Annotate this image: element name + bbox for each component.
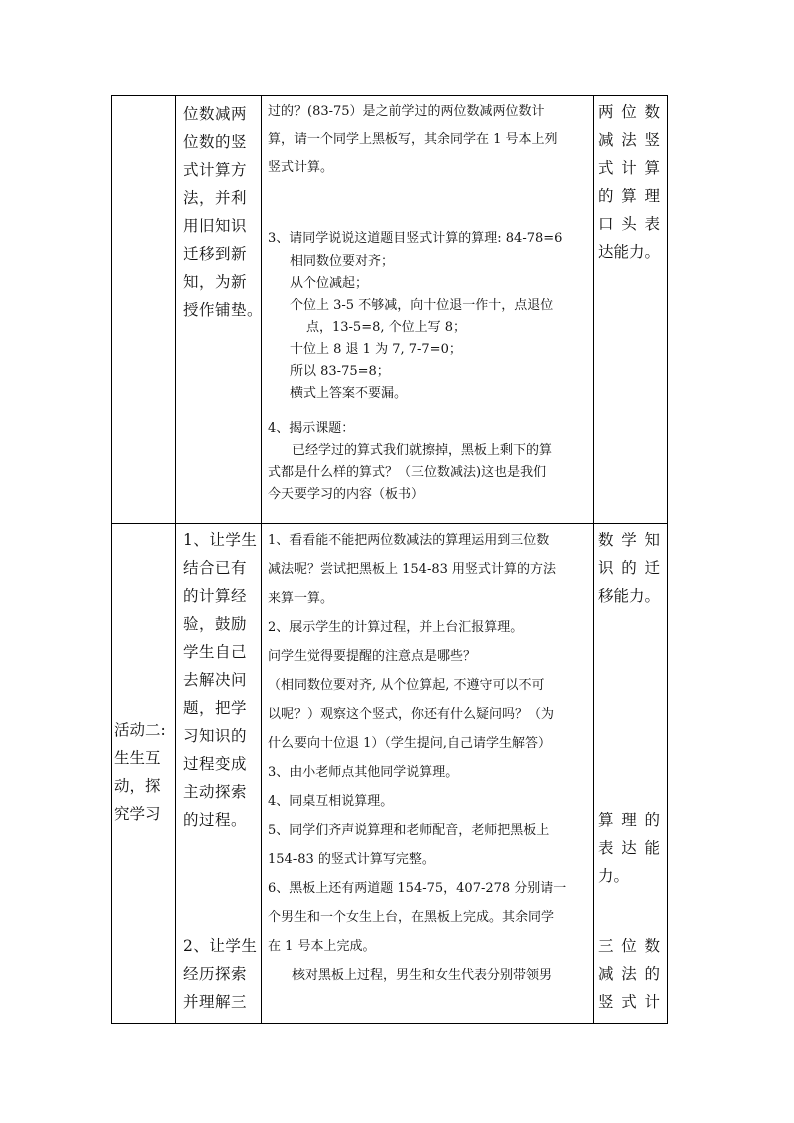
ability-line: 式 计 算 bbox=[598, 159, 660, 177]
activity-line: 究学习 bbox=[114, 805, 161, 823]
ability-line: 竖 式 计 bbox=[598, 993, 660, 1011]
goal-line: 结合已有 bbox=[183, 559, 248, 577]
content-line: 已经学过的算式我们就擦掉，黑板上剩下的算 bbox=[292, 443, 553, 458]
content-line: 5、同学们齐声说算理和老师配音，老师把黑板上 bbox=[268, 823, 550, 838]
content-line: 在 1 号本上完成。 bbox=[268, 939, 376, 954]
row2-goal1-cell bbox=[183, 526, 257, 834]
goal-line: 题，把学 bbox=[183, 699, 248, 717]
row2-activity-cell bbox=[114, 716, 166, 828]
step4-title: 4、揭示课题： bbox=[268, 421, 355, 436]
goal-line: 的过程。 bbox=[183, 811, 248, 829]
ability-line: 两 位 数 bbox=[598, 103, 660, 121]
goal-line: 迁移到新 bbox=[183, 245, 248, 263]
ability-line: 数 学 知 bbox=[598, 531, 660, 549]
content-line: 从个位减起； bbox=[290, 276, 369, 291]
content-line: 式都是什么样的算式？（三位数减法)这也是我们 bbox=[268, 465, 547, 480]
content-line: 4、同桌互相说算理。 bbox=[268, 794, 394, 809]
goal-line: 知，为新 bbox=[183, 273, 248, 291]
content-line: 核对黑板上过程，男生和女生代表分别带领男 bbox=[292, 968, 553, 983]
goal-line: 授作铺垫。 bbox=[183, 301, 264, 319]
goal-line: 法，并利 bbox=[183, 189, 248, 207]
content-line: 点，13-5=8, 个位上写 8； bbox=[306, 320, 467, 335]
content-line: 什么要向十位退 1）（学生提问,自己请学生解答） bbox=[268, 736, 552, 751]
ability-line: 的 算 理 bbox=[598, 187, 660, 205]
content-line: 相同数位要对齐； bbox=[290, 254, 395, 269]
content-line: 问学生觉得要提醒的注意点是哪些？ bbox=[268, 649, 477, 664]
goal-line: 位数的竖 bbox=[183, 133, 248, 151]
ability-line: 减 法 竖 bbox=[598, 131, 660, 149]
content-line: 横式上答案不要漏。 bbox=[290, 386, 408, 401]
content-line: （相同数位要对齐, 从个位算起, 不遵守可以不可 bbox=[268, 678, 545, 693]
ability-line: 达能力。 bbox=[598, 243, 661, 261]
content-line: 154-83 的竖式计算写完整。 bbox=[268, 852, 435, 867]
content-line: 过的？(83-75）是之前学过的两位数减两位数计 bbox=[268, 104, 545, 119]
content-line: 算，请一个同学上黑板写，其余同学在 1 号本上列 bbox=[268, 132, 558, 147]
content-line: 所以 83-75=8； bbox=[290, 364, 390, 379]
goal-line: 经历探索 bbox=[183, 965, 248, 983]
row1-ability-cell bbox=[598, 98, 660, 266]
goal-line: 式计算方 bbox=[183, 161, 248, 179]
goal-line: 习知识的 bbox=[183, 727, 248, 745]
ability-line: 算 理 的 bbox=[598, 811, 660, 829]
goal-line: 去解决问 bbox=[183, 671, 248, 689]
content-line: 今天要学习的内容（板书） bbox=[268, 487, 425, 502]
row-divider bbox=[112, 523, 667, 524]
goal-line: 2、让学生 bbox=[183, 937, 258, 955]
column-divider bbox=[175, 96, 176, 1023]
goal-line: 的计算经 bbox=[183, 587, 248, 605]
activity-line: 生生互 bbox=[114, 749, 161, 767]
goal-line: 主动探索 bbox=[183, 783, 248, 801]
step3-details bbox=[290, 251, 553, 405]
content-line: 1、看看能不能把两位数减法的算理运用到三位数 bbox=[268, 533, 550, 548]
ability-line: 表 达 能 bbox=[598, 839, 660, 857]
activity-line: 动，探 bbox=[114, 777, 161, 795]
row1-content-intro bbox=[268, 98, 558, 182]
row2-ability1-cell bbox=[598, 526, 660, 610]
step3-title: 3、请同学说说这道题目竖式计算的算理: 84-78=6 bbox=[268, 231, 563, 246]
row2-ability2-cell bbox=[598, 806, 660, 890]
row2-content-cell bbox=[268, 526, 566, 990]
goal-line: 过程变成 bbox=[183, 755, 248, 773]
row1-goal-cell bbox=[183, 100, 263, 324]
goal-line: 位数减两 bbox=[183, 105, 248, 123]
ability-line: 移能力。 bbox=[598, 587, 661, 605]
row2-goal2-cell bbox=[183, 932, 257, 1016]
activity-line: 活动二: bbox=[114, 721, 166, 739]
content-line: 个男生和一个女生上台，在黑板上完成。其余同学 bbox=[268, 910, 555, 925]
step4-details bbox=[268, 440, 552, 506]
content-line: 减法呢？尝试把黑板上 154-83 用竖式计算的方法 bbox=[268, 562, 557, 577]
content-line: 6、黑板上还有两道题 154-75，407-278 分别请一 bbox=[268, 881, 567, 896]
content-line: 竖式计算。 bbox=[268, 160, 334, 175]
ability-line: 减 法 的 bbox=[598, 965, 660, 983]
content-line: 来算一算。 bbox=[268, 591, 334, 606]
content-line: 个位上 3-5 不够减，向十位退一作十，点退位 bbox=[290, 298, 554, 313]
goal-line: 验，鼓励 bbox=[183, 615, 248, 633]
goal-line: 并理解三 bbox=[183, 993, 248, 1011]
goal-line: 1、让学生 bbox=[183, 531, 258, 549]
row2-ability3-cell bbox=[598, 932, 660, 1016]
column-divider bbox=[593, 96, 594, 1023]
goal-line: 学生自己 bbox=[183, 643, 248, 661]
ability-line: 识 的 迁 bbox=[598, 559, 660, 577]
content-line: 以呢？）观察这个竖式，你还有什么疑问吗？（为 bbox=[268, 707, 555, 722]
goal-line: 用旧知识 bbox=[183, 217, 248, 235]
ability-line: 力。 bbox=[598, 867, 630, 885]
ability-line: 三 位 数 bbox=[598, 937, 660, 955]
ability-line: 口 头 表 bbox=[598, 215, 660, 233]
content-line: 十位上 8 退 1 为 7, 7-7=0； bbox=[290, 342, 462, 357]
content-line: 2、展示学生的计算过程，并上台汇报算理。 bbox=[268, 620, 524, 635]
content-line: 3、由小老师点其他同学说算理。 bbox=[268, 765, 459, 780]
